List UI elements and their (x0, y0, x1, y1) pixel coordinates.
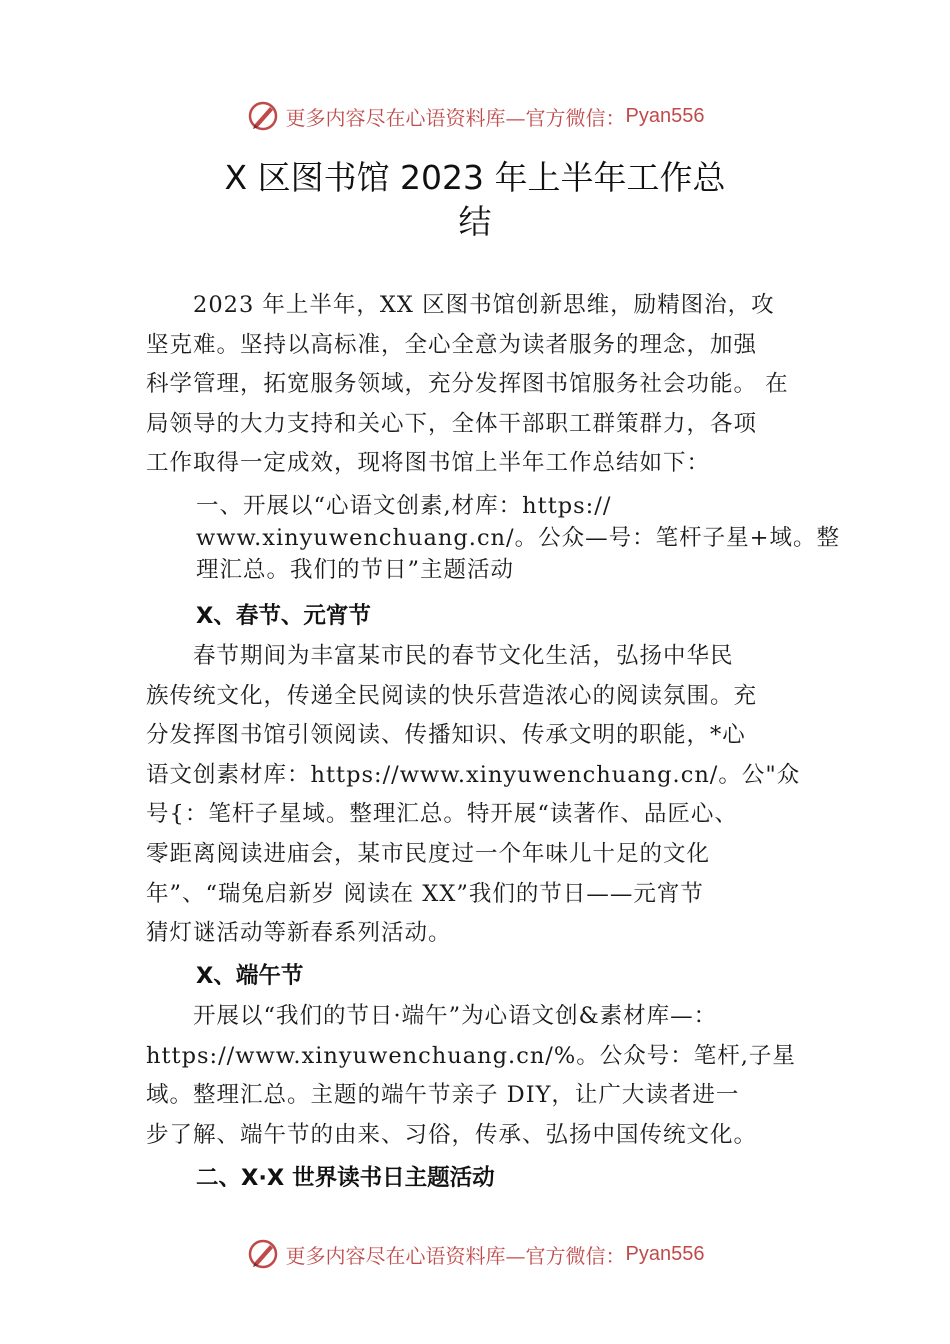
subheading-dragon-boat-festival: X、端午节 (196, 963, 304, 989)
text-line: 语文创素材库：https://www.xinyuwenchuang.cn/。公"众 (146, 761, 801, 788)
title-line-1: X 区图书馆 2023 年上半年工作总 (224, 158, 726, 197)
text-line: www.xinyuwenchuang.cn/。公众—号：笔杆子星+域。整 (196, 525, 840, 551)
watermark-wechat: Pyan556 (625, 104, 705, 127)
watermark-wechat: Pyan556 (625, 1242, 705, 1265)
text-line: 科学管理，拓宽服务领域，充分发挥图书馆服务社会功能。 在 (146, 371, 789, 398)
text-line: 坚克难。坚持以高标准，全心全意为读者服务的理念，加强 (146, 331, 758, 358)
text-line: 域。整理汇总。主题的端午节亲子 DIY，让广大读者进一 (146, 1082, 740, 1109)
section-1-heading (196, 490, 840, 586)
text-line: 理汇总。我们的节日”主题活动 (196, 557, 515, 583)
text-line: 分发挥图书馆引领阅读、传播知识、传承文明的职能，*心 (146, 722, 746, 749)
dragon-boat-paragraph (146, 997, 810, 1155)
section-2-heading: 二、X·X 世界读书日主题活动 (196, 1165, 495, 1191)
text-line: 开展以“我们的节日·端午”为心语文创&素材库—： (146, 1003, 718, 1029)
text-line: 春节期间为丰富某市民的春节文化生活，弘扬中华民 (146, 643, 734, 669)
watermark-text: 更多内容尽在心语资料库—官方微信： (285, 1243, 626, 1268)
subheading-spring-festival: X、春节、元宵节 (196, 603, 371, 629)
title-line-2: 结 (458, 202, 492, 241)
text-line: https://www.xinyuwenchuang.cn/%。公众号：笔杆,子星 (146, 1042, 796, 1069)
text-line: 猜灯谜活动等新春系列活动。 (146, 920, 452, 947)
header-watermark (0, 96, 950, 136)
pen-logo-icon (246, 1237, 280, 1271)
text-line: 年”、“瑞兔启新岁 阅读在 XX”我们的节日——元宵节 (146, 880, 704, 907)
text-line: 零距离阅读进庙会，某市民度过一个年味儿十足的文化 (146, 840, 711, 867)
text-line: 2023 年上半年，XX 区图书馆创新思维，励精图治，攻 (146, 292, 775, 318)
text-line: 局领导的大力支持和关心下，全体干部职工群策群力，各项 (146, 410, 758, 437)
intro-paragraph (146, 286, 810, 484)
text-line: 工作取得一定成效，现将图书馆上半年工作总结如下： (146, 450, 711, 477)
spring-festival-paragraph (146, 637, 810, 954)
pen-logo-icon (246, 99, 280, 133)
watermark-text: 更多内容尽在心语资料库—官方微信： (285, 105, 626, 130)
document-title (150, 156, 800, 244)
text-line: 步了解、端午节的由来、习俗，传承、弘扬中国传统文化。 (146, 1121, 758, 1148)
text-line: 族传统文化，传递全民阅读的快乐营造浓心的阅读氛围。充 (146, 682, 758, 709)
text-line: 号{：笔杆子星域。整理汇总。特开展“读著作、品匠心、 (146, 801, 738, 828)
text-line: 一、开展以“心语文创素,材库：https:// (196, 493, 612, 519)
footer-watermark (0, 1234, 950, 1274)
